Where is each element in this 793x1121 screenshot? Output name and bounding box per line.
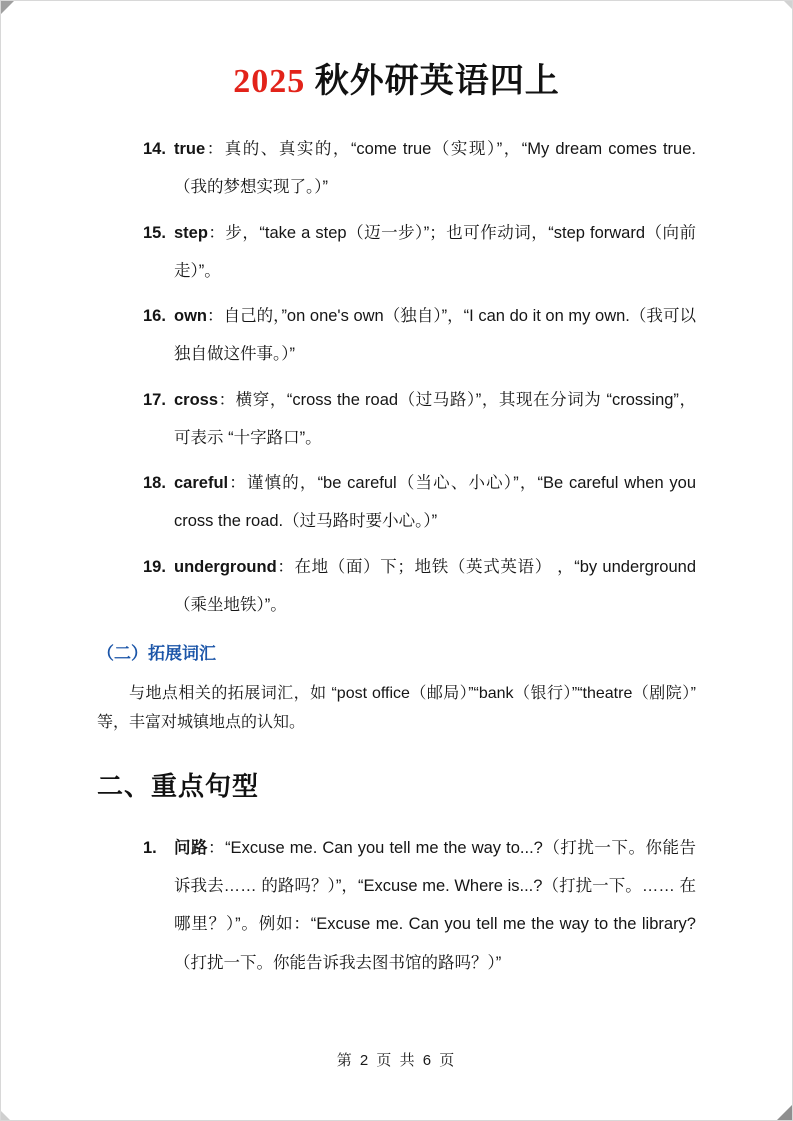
page-title-text: 秋外研英语四上 <box>314 63 560 100</box>
item-number: 15. <box>143 223 166 242</box>
vocab-item-17 <box>143 381 696 458</box>
vocab-list <box>143 130 696 631</box>
item-number: 1. <box>143 838 157 857</box>
expanded-vocab-paragraph: 与地点相关的拓展词汇，如 “post office（邮局）”“bank（银行）”“theatre（剧院）” 等，丰富对城镇地点的认知。 <box>97 685 696 731</box>
item-text: ：真的、真实的，“come true（实现）”，“My dream comes true. （我的梦想实现了。）” <box>174 140 696 197</box>
item-word: underground <box>174 557 277 576</box>
item-text: ：自己的，”on one's own（独自）”，“I can do it on my own.（我可以独自做这件事。）” <box>174 307 696 364</box>
item-text: ：在地（面）下；地铁（英式英语） ，“by underground（乘坐地铁）”。 <box>174 557 696 614</box>
page-number-footer: 第 2 页 共 6 页 <box>336 1052 457 1069</box>
item-text: ：谨慎的，“be careful（当心、小心）”，“Be careful when you cross the road.（过马路时要小心。）” <box>174 474 696 531</box>
item-word: step <box>174 223 208 242</box>
item-number: 17. <box>143 390 166 409</box>
photo-corner-top-left <box>1 1 14 14</box>
item-word: careful <box>174 474 229 493</box>
photo-corner-top-right <box>784 1 792 9</box>
item-number: 16. <box>143 307 166 326</box>
item-number: 14. <box>143 140 166 158</box>
sentence-item-1 <box>143 829 696 982</box>
sentence-list <box>143 829 696 982</box>
section-heading-key-sentences: 二、重点句型 <box>97 770 260 801</box>
vocab-item-19 <box>143 548 696 625</box>
vocab-item-18 <box>143 464 696 541</box>
vocab-item-15 <box>143 214 696 291</box>
item-word: own <box>174 307 207 326</box>
item-text: ：横穿，“cross the road（过马路）”，其现在分词为 “crossing”，可表示 “十字路口”。 <box>174 390 696 447</box>
photo-corner-bottom-left <box>1 1111 10 1120</box>
item-text: ：步，“take a step（迈一步）”；也可作动词，“step forward（向前走）”。 <box>174 223 696 280</box>
page-title-year: 2025 <box>233 63 315 100</box>
item-number: 18. <box>143 474 166 493</box>
item-word: 问路 <box>174 838 209 857</box>
item-word: true <box>174 140 206 158</box>
item-word: cross <box>174 390 219 409</box>
photo-corner-bottom-right <box>777 1105 792 1120</box>
section-heading-expanded-vocab: （二）拓展词汇 <box>97 644 216 664</box>
vocab-item-16 <box>143 297 696 374</box>
item-text: ：“Excuse me. Can you tell me the way to...?（打扰一下。你能告诉我去…… 的路吗？）”，“Excuse me. Where is...?（打扰一下。…… 在哪里？）”。例如：“Excuse me. Can you tell me the way to the library?（打扰一下。你能告诉我去图书馆的路吗？）” <box>174 838 697 972</box>
vocab-item-14 <box>143 130 696 207</box>
item-number: 19. <box>143 557 166 576</box>
page-title <box>97 53 696 102</box>
